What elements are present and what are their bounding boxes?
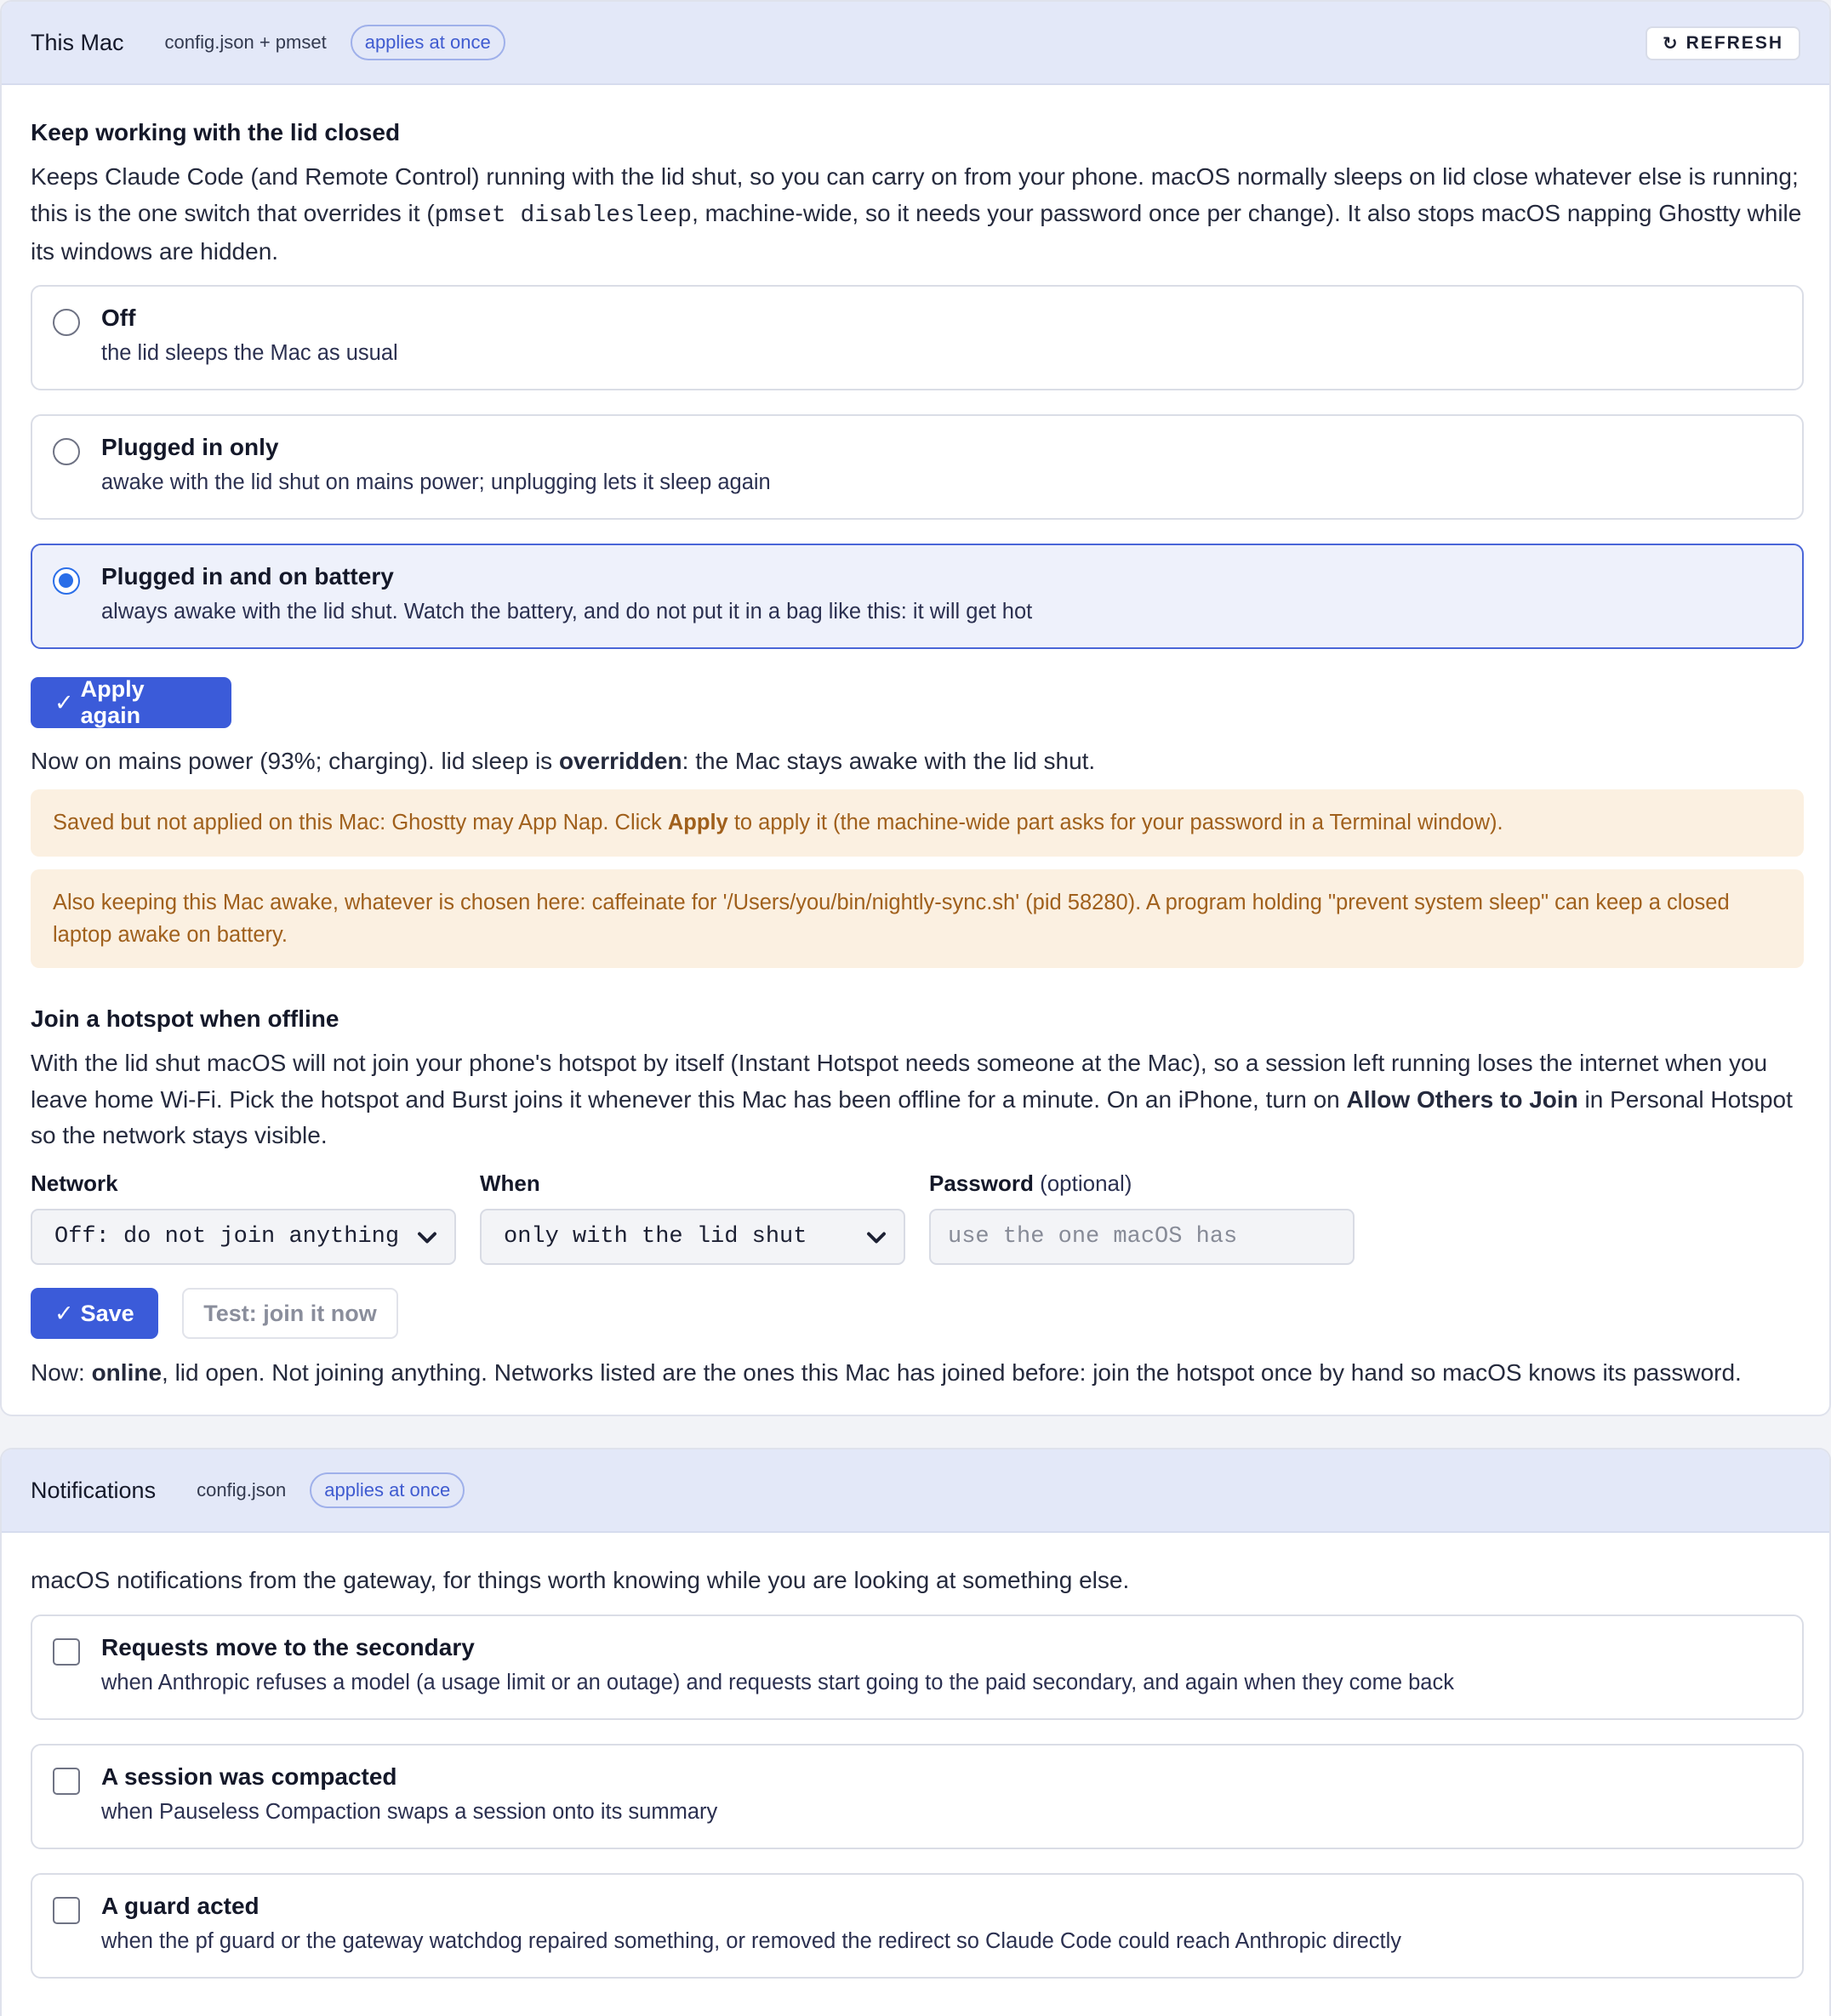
- checkbox-compacted[interactable]: [53, 1768, 80, 1795]
- hotspot-status-text: [31, 1355, 1809, 1392]
- radio-plugged-in-only[interactable]: [53, 438, 80, 465]
- option-desc: when Pauseless Compaction swaps a session onto its summary: [101, 1800, 718, 1824]
- chevron-down-icon: [861, 1222, 892, 1253]
- lid-intro-text-2: , machine-wide, so it needs your password once per change). It also stops macOS napping Ghostty while its windows are hidden.: [31, 199, 1802, 265]
- notifications-header: [2, 1449, 1829, 1533]
- app-nap-notice: [31, 789, 1804, 857]
- check-icon: ✓: [54, 1300, 74, 1326]
- network-label: Network: [31, 1170, 118, 1196]
- lid-section-intro: [31, 159, 1809, 271]
- option-title: Off: [101, 305, 136, 331]
- check-icon: ✓: [54, 689, 74, 715]
- notice-apply-word: Apply: [667, 811, 728, 834]
- lid-status-bold: overridden: [558, 748, 682, 774]
- pmset-code: pmset disablesleep: [434, 202, 693, 229]
- option-title: A guard acted: [101, 1893, 260, 1919]
- option-desc: when the pf guard or the gateway watchdog repaired something, or removed the redirect so Claude Code could reach Anthropic directly: [101, 1929, 1402, 1953]
- option-desc: always awake with the lid shut. Watch the battery, and do not put it in a bag like this: it will get hot: [101, 600, 1033, 624]
- radio-plugged-in-and-battery[interactable]: [53, 567, 80, 595]
- option-title: Requests move to the secondary: [101, 1634, 475, 1660]
- when-label: When: [480, 1170, 540, 1196]
- password-label: [929, 1170, 1132, 1197]
- password-label-text: Password: [929, 1170, 1034, 1196]
- password-input[interactable]: [929, 1209, 1355, 1265]
- lid-intro-text-1: Keeps Claude Code (and Remote Control) running with the lid shut, so you can carry on from your phone. macOS normally sleeps on lid close whatever else is running; this is the one switch that overrides it (: [31, 163, 1799, 226]
- card-title: Notifications: [31, 1477, 157, 1503]
- lid-option-plugged-in-and-battery[interactable]: [31, 544, 1804, 649]
- option-desc: when Anthropic refuses a model (a usage limit or an outage) and requests start going to the paid secondary, and again when they come back: [101, 1671, 1454, 1694]
- apply-again-label: Apply again: [80, 676, 145, 728]
- allow-others-bold: Allow Others to Join: [1346, 1085, 1578, 1113]
- hotspot-section-heading: Join a hotspot when offline: [31, 1005, 339, 1032]
- hotspot-status-part-2: , lid open. Not joining anything. Networks listed are the ones this Mac has joined before: join the hotspot once by hand so macOS knows its password.: [162, 1359, 1742, 1386]
- when-select-value: only with the lid shut: [504, 1224, 807, 1250]
- this-mac-header: [2, 2, 1829, 85]
- password-placeholder: use the one macOS has: [948, 1224, 1238, 1250]
- option-desc: awake with the lid shut on mains power; unplugging lets it sleep again: [101, 470, 771, 494]
- optional-hint: (optional): [1040, 1170, 1132, 1196]
- lid-status-part-1: Now on mains power (93%; charging). lid sleep is: [31, 748, 559, 774]
- config-source-label: config.json: [197, 1479, 287, 1501]
- refresh-label: REFRESH: [1686, 33, 1783, 53]
- lid-option-off[interactable]: [31, 285, 1804, 390]
- notify-guard-item[interactable]: [31, 1873, 1804, 1979]
- hotspot-status-part-1: Now:: [31, 1359, 92, 1386]
- test-join-button[interactable]: Test: join it now: [182, 1288, 398, 1339]
- radio-off[interactable]: [53, 309, 80, 336]
- lid-status-part-2: : the Mac stays awake with the lid shut.: [682, 748, 1096, 774]
- applies-at-once-badge: applies at once: [310, 1472, 465, 1508]
- checkbox-guard[interactable]: [53, 1897, 80, 1924]
- hotspot-status-bold: online: [91, 1359, 163, 1386]
- applies-at-once-badge: applies at once: [351, 25, 505, 60]
- notify-secondary-item[interactable]: [31, 1615, 1804, 1720]
- notifications-card: [0, 1448, 1831, 2016]
- lid-section-heading: Keep working with the lid closed: [31, 119, 401, 145]
- config-source-label: config.json + pmset: [164, 31, 327, 53]
- notifications-intro: macOS notifications from the gateway, for things worth knowing while you are looking at something else.: [31, 1567, 1130, 1593]
- option-desc: the lid sleeps the Mac as usual: [101, 341, 398, 365]
- option-title: Plugged in and on battery: [101, 563, 394, 589]
- hotspot-intro-text-1: With the lid shut macOS will not join your phone's hotspot by itself (Instant Hotspot needs someone at the Mac), so a session left running loses the internet when you leave home Wi-Fi. Pick the hotspot and Burst joins it whenever this Mac has been offline for a minute. On an iPhone, turn on: [31, 1050, 1768, 1113]
- notice-text: to apply it (the machine-wide part asks for your password in a Terminal window).: [727, 811, 1503, 834]
- refresh-icon: ↻: [1663, 33, 1678, 54]
- option-title: Plugged in only: [101, 434, 279, 460]
- refresh-button[interactable]: [1646, 26, 1800, 60]
- network-select-value: Off: do not join anything: [54, 1224, 400, 1250]
- notice-text: Saved but not applied on this Mac: Ghostty may App Nap. Click: [53, 811, 668, 834]
- hotspot-section-intro: [31, 1045, 1809, 1154]
- save-button[interactable]: [31, 1288, 158, 1339]
- card-title: This Mac: [31, 29, 124, 55]
- lid-option-plugged-in-only[interactable]: [31, 414, 1804, 520]
- lid-status-text: [31, 743, 1809, 780]
- hotspot-intro-text-2: in Personal Hotspot so the network stays visible.: [31, 1085, 1793, 1148]
- when-select[interactable]: [480, 1209, 905, 1265]
- apply-again-button[interactable]: [31, 677, 231, 728]
- caffeinate-notice: Also keeping this Mac awake, whatever is chosen here: caffeinate for '/Users/you/bin/nightly-sync.sh' (pid 58280). A program holding "prevent system sleep" can keep a closed laptop awake on battery.: [31, 869, 1804, 968]
- network-select[interactable]: [31, 1209, 456, 1265]
- checkbox-secondary[interactable]: [53, 1638, 80, 1666]
- notify-compacted-item[interactable]: [31, 1744, 1804, 1849]
- save-label: Save: [80, 1300, 134, 1326]
- chevron-down-icon: [412, 1222, 442, 1253]
- option-title: A session was compacted: [101, 1763, 397, 1790]
